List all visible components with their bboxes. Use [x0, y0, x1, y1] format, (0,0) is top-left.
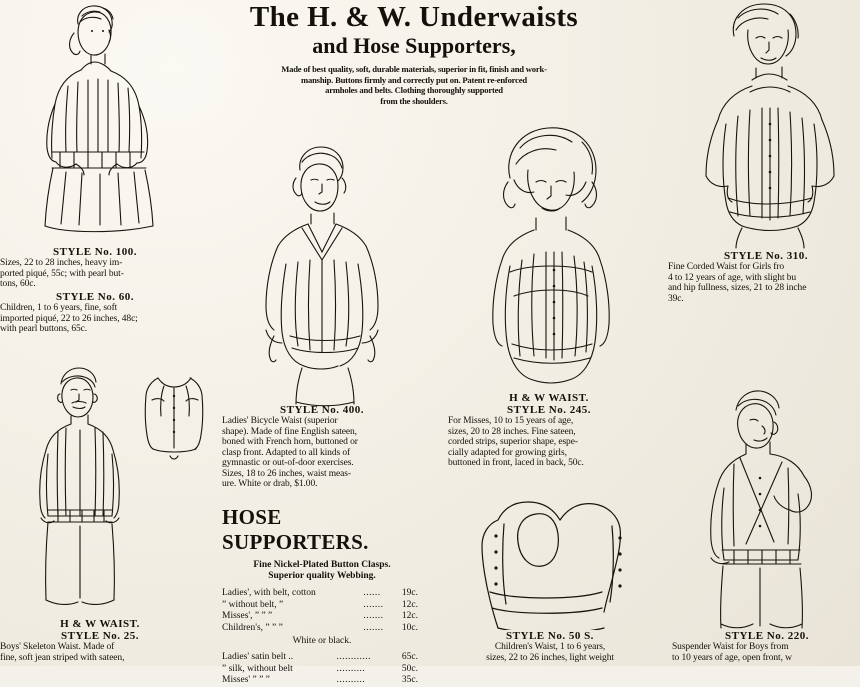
masthead [196, 2, 632, 106]
caption-line: Ladies' Bicycle Waist (superior [222, 416, 338, 426]
caption-line: Sizes, 22 to 28 inches, heavy im- [0, 258, 123, 268]
caption-style-220-body [672, 642, 860, 663]
hose-supporters-title: HOSE SUPPORTERS. [222, 505, 369, 554]
hose-row-price: 35c. [401, 675, 418, 685]
caption-line: Children, 1 to 6 years, fine, soft [0, 303, 118, 313]
caption-line: fine, soft jean striped with sateen, [0, 652, 125, 663]
masthead-title-line1: The H. & W. Underwaists [249, 1, 579, 33]
hose-color-note: White or black. [292, 636, 352, 646]
caption-line: to 10 years of age, open front, w [672, 652, 792, 663]
caption-style-100 [0, 246, 190, 290]
caption-line: cially adapted for growing girls, [448, 447, 567, 458]
caption-style-50s-body [450, 642, 650, 663]
hose-row-dots: ............ [336, 652, 372, 662]
hose-row-price: 65c. [401, 652, 418, 662]
illustration-style-220 [690, 382, 860, 632]
caption-style-25-top: H & W WAIST. [60, 618, 140, 630]
hose-row-label: Ladies', with belt, cotton [222, 588, 316, 598]
hose-row-dots: ....... [363, 599, 384, 610]
masthead-blurb-line1: Made of best quality, soft, durable materials, superior in fit, finish and work- [281, 64, 547, 74]
hose-row-dots: ....... [363, 622, 384, 633]
caption-style-50s [450, 630, 650, 663]
caption-line: sizes, 20 to 28 inches. Fine sateen, [448, 426, 576, 437]
caption-line: tons, 60c. [0, 279, 36, 289]
masthead-title-line2: and Hose Supporters, [312, 33, 516, 58]
caption-style-25-heading: STYLE No. 25. [60, 630, 140, 642]
caption-line: boned with French horn, buttoned or [222, 437, 358, 447]
caption-style-245 [448, 392, 650, 469]
table-row [222, 600, 418, 612]
table-row [222, 664, 418, 676]
caption-style-310-body [668, 262, 860, 304]
hose-row-label: Misses' ” ” ” [222, 675, 270, 685]
hose-price-table [222, 588, 418, 634]
masthead-blurb-line2: manship. Buttons firmly and correctly put on. Patent re-enforced [301, 74, 527, 85]
illustration-style-400 [222, 140, 428, 408]
caption-style-310 [668, 250, 860, 304]
caption-style-245-heading: STYLE No. 245. [506, 404, 592, 416]
caption-style-25 [0, 618, 200, 663]
caption-line: Suspender Waist for Boys from [672, 642, 789, 652]
hose-row-dots: ....... [363, 611, 384, 621]
hose-supporters-block [222, 505, 422, 687]
illustration-style-310 [672, 0, 860, 250]
illustration-style-50s [460, 496, 660, 630]
caption-style-60 [0, 291, 190, 335]
caption-style-220 [672, 630, 860, 663]
caption-line: shape). Made of fine English sateen, [222, 426, 357, 437]
hose-row-dots: ...... [363, 588, 381, 598]
caption-line: gymnastic or out-of-door exercises. [222, 458, 354, 468]
caption-style-400-body [222, 416, 422, 490]
hose-row-dots: .......... [336, 663, 366, 674]
hose-row-price: 12c. [401, 611, 418, 621]
masthead-blurb-line4: from the shoulders. [380, 95, 448, 106]
caption-line: 39c. [668, 293, 684, 304]
caption-line: 4 to 12 years of age, with slight bu [668, 272, 797, 283]
masthead-blurb-line3: armholes and belts. Clothing thoroughly supported [325, 85, 503, 96]
caption-style-25-body [0, 642, 200, 663]
caption-style-310-heading: STYLE No. 310. [723, 250, 809, 262]
caption-style-245-body [448, 416, 650, 469]
caption-line: buttoned in front, laced in back, 50c. [448, 458, 584, 468]
caption-line: imported piqué, 22 to 26 inches, 48c; [0, 313, 138, 324]
caption-line: ure. White or drab, $1.00. [222, 479, 318, 489]
caption-line: clasp front. Adapted to all kinds of [222, 447, 351, 458]
hose-supporters-subtitle [222, 560, 422, 582]
table-row [222, 588, 418, 600]
hose-belt-table [222, 652, 418, 687]
hose-row-price: 19c. [401, 588, 418, 598]
caption-line: and hip fullness, sizes, 21 to 28 inche [668, 283, 807, 293]
caption-line: with pearl buttons, 65c. [0, 324, 88, 334]
caption-style-60-heading: STYLE No. 60. [55, 291, 135, 303]
table-row [222, 675, 418, 687]
illustration-style-245 [450, 120, 650, 392]
hose-row-label: ” silk, without belt [222, 663, 293, 674]
caption-line: Children's Waist, 1 to 6 years, [494, 642, 606, 652]
caption-style-400 [222, 404, 422, 490]
hose-sub-line2: Superior quality Webbing. [268, 571, 376, 581]
caption-line: corded strips, superior shape, espe- [448, 437, 578, 447]
caption-style-50s-heading: STYLE No. 50 S. [506, 630, 594, 642]
caption-style-245-top: H & W WAIST. [509, 392, 589, 404]
hose-row-dots: .......... [336, 675, 366, 685]
hose-row-price: 12c. [401, 599, 418, 610]
hose-row-label: Misses', ” ” ” [222, 611, 273, 621]
hose-row-label: ” without belt, ” [222, 599, 284, 610]
table-row [222, 652, 418, 664]
illustration-style-100 [8, 0, 194, 248]
caption-line: Sizes, 18 to 26 inches, waist meas- [222, 468, 351, 479]
caption-line: ported piqué, 55c; with pearl but- [0, 268, 124, 279]
caption-style-220-heading: STYLE No. 220. [724, 630, 810, 642]
hose-row-label: Children's, ” ” ” [222, 622, 283, 633]
table-row [222, 623, 418, 635]
caption-style-100-body [0, 258, 190, 290]
caption-style-60-body [0, 303, 190, 335]
caption-style-100-heading: STYLE No. 100. [52, 246, 138, 258]
caption-line: sizes, 22 to 26 inches, light weight [486, 652, 614, 663]
table-row [222, 611, 418, 623]
hose-sub-line1: Fine Nickel-Plated Button Clasps. [253, 560, 391, 570]
masthead-blurb [196, 64, 632, 106]
hose-row-price: 50c. [401, 663, 418, 674]
caption-line: For Misses, 10 to 15 years of age, [448, 416, 574, 426]
illustration-small-vest [140, 370, 210, 462]
caption-style-400-heading: STYLE No. 400. [279, 404, 365, 416]
caption-line: Fine Corded Waist for Girls fro [668, 262, 785, 272]
hose-row-price: 10c. [401, 622, 418, 633]
hose-row-label: Ladies' satin belt .. [222, 652, 294, 662]
caption-line: Boys' Skeleton Waist. Made of [0, 642, 115, 652]
